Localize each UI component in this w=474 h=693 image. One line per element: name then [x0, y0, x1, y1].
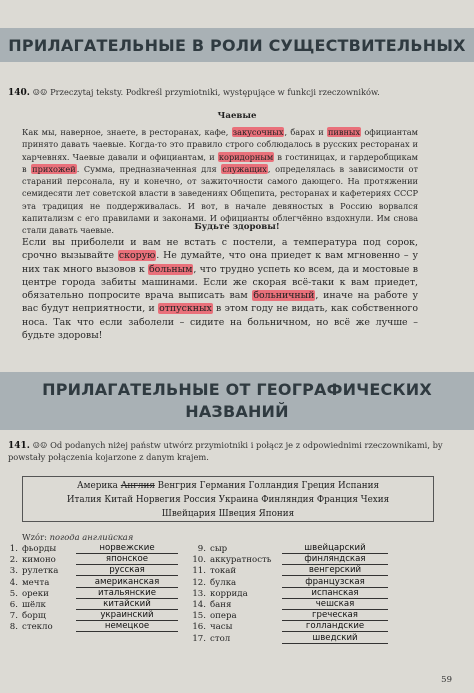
answer-adjective: немецкое: [76, 621, 178, 632]
highlighted-word: отпускных: [159, 303, 212, 315]
noun-word: булка: [210, 577, 237, 588]
highlighted-word: больным: [149, 263, 193, 275]
highlighted-word: пивных: [327, 127, 361, 137]
noun-word: опера: [210, 611, 237, 622]
paragraph: [22, 126, 418, 237]
noun-word: борщ: [22, 611, 46, 622]
country-text: Венгрия Германия Голландия Греция Испания: [154, 481, 380, 491]
text-run: , барах и: [284, 127, 327, 137]
item-number: 15.: [192, 611, 206, 622]
noun-word: сыр: [210, 544, 228, 554]
text-run: . Не думайте, что она приедет к вам мгновенно – у них так много вызовов к: [22, 250, 418, 275]
highlighted-word: закусочных: [232, 127, 284, 137]
instruction-text: ☺☺ Od podanych niżej państw utwórz przymiotniki i połącz je z odpowiednimi rzeczownikami, by powstały połączenia kojarzone z danym krajem.: [8, 440, 443, 462]
text-run: в этом году не видать, как собственного носа. Так что если заболели – сидите на больничном, но всё же лучше – будьте здоровы!: [22, 303, 418, 342]
section-title: [42, 379, 432, 423]
item-number: 12.: [192, 577, 206, 588]
item-number: 8.: [9, 622, 18, 633]
noun-word: мечта: [22, 577, 50, 588]
example-label: Wzór:: [22, 532, 50, 542]
paragraph: [22, 236, 418, 342]
highlighted-word: служащих: [222, 163, 267, 174]
answers-left-column: [4, 544, 204, 634]
noun-word: стекло: [22, 622, 53, 633]
answer-adjective: голландские: [282, 621, 388, 632]
noun-word: аккуратность: [210, 555, 272, 566]
noun-word: баня: [210, 599, 232, 610]
text-run: , определялась в зависимости от стараний персонала, ну и конечно, от зажиточности самого дающего. На протяжении семидесяти лет советской власти в заведениях Общепита, ресторанах и кафетериях СССР эта традиция не поддерживалась. И вот, в начале девяностых в Россию ворвался капитализм с его правилами и законами. И официанты облегчённо вздохнули. Им снова стали давать чаевые.: [22, 163, 418, 236]
text-run: , иначе на работе у вас будут неприятности, и: [22, 290, 418, 315]
answer-adjective: чешская: [282, 599, 388, 610]
country-line: [23, 479, 433, 493]
answer-adjective: норвежские: [76, 543, 178, 554]
answer-row: [4, 622, 204, 633]
highlighted-word: прихожей: [32, 163, 76, 174]
answer-adjective: венгерский: [282, 565, 388, 576]
reading-text-2: [22, 236, 418, 342]
item-number: 17.: [192, 633, 206, 644]
item-number: 4.: [9, 577, 18, 588]
answer-adjective: американская: [76, 577, 178, 588]
exercise-141-instruction: [8, 440, 448, 463]
section-title: ПРИЛАГАТЕЛЬНЫЕ В РОЛИ СУЩЕСТВИТЕЛЬНЫХ: [8, 35, 466, 55]
highlighted-word: коридорным: [218, 151, 274, 162]
example-line: [22, 532, 133, 542]
item-number: 16.: [192, 622, 206, 633]
text-run: официантам принято давать чаевые. Когда-то это правило строго соблюдалось в русских ресторанах и харчевнях. Чаевые давали и официантам, и: [22, 127, 419, 162]
answer-adjective: шведский: [282, 633, 388, 644]
answer-adjective: украинский: [76, 610, 178, 621]
text-run: Как мы, наверное, знаете, в ресторанах, кафе,: [22, 127, 232, 137]
section-title-line: ПРИЛАГАТЕЛЬНЫЕ ОТ ГЕОГРАФИЧЕСКИХ: [42, 380, 432, 399]
noun-word: кимоно: [22, 555, 56, 566]
noun-word: рулетка: [22, 566, 59, 577]
country-crossed: Англия: [120, 481, 155, 491]
exercise-140-instruction: [8, 87, 380, 99]
answer-adjective: японское: [76, 554, 178, 565]
country-list-box: [22, 476, 434, 522]
text-run: , что трудно успеть ко всем, да и мостовые в центре города забиты машинами. Если же скорая всё-таки к вам приедет, обязательно попросите врача выписать вам: [22, 263, 418, 302]
answer-adjective: русская: [76, 565, 178, 576]
noun-word: ореки: [22, 588, 49, 599]
answers-right-column: [192, 544, 402, 645]
noun-word: стол: [210, 633, 231, 644]
answer-adjective: греческая: [282, 610, 388, 621]
noun-word: токай: [210, 566, 237, 577]
country-text: Америка: [76, 481, 121, 491]
item-number: 7.: [9, 611, 18, 622]
answer-adjective: испанская: [282, 588, 388, 599]
exercise-number: 141.: [8, 441, 30, 451]
item-number: 11.: [192, 566, 206, 577]
noun-word: фьорды: [22, 544, 57, 554]
text-title: Чаевые: [217, 111, 257, 121]
example-text: погода английская: [49, 532, 134, 542]
section-title-line: НАЗВАНИЙ: [185, 402, 289, 421]
instruction-text: ☺☺ Przeczytaj teksty. Podkreśl przymiotniki, występujące w funkcji rzeczowników.: [32, 87, 380, 97]
item-number: 9.: [197, 544, 206, 554]
answer-row: [192, 634, 402, 645]
country-line: Швейцария Швеция Япония: [161, 509, 295, 519]
noun-word: часы: [210, 622, 233, 633]
noun-word: коррида: [210, 588, 248, 599]
reading-text-1: [22, 126, 418, 237]
answer-adjective: французская: [282, 577, 388, 588]
answer-adjective: китайский: [76, 599, 178, 610]
answer-adjective: итальянские: [76, 588, 178, 599]
highlighted-word: скорую: [118, 250, 156, 262]
text-run: Если вы приболели и вам не встать с постели, а температура под сорок, срочно вызывайте: [22, 237, 418, 262]
answer-adjective: финляндская: [282, 554, 388, 565]
exercise-number: 140.: [8, 88, 30, 98]
country-line: Италия Китай Норвегия Россия Украина Финляндия Франция Чехия: [66, 495, 390, 505]
item-number: 5.: [9, 588, 18, 599]
page-number: 59: [441, 675, 452, 685]
highlighted-word: больничный: [253, 290, 315, 302]
answer-adjective: швейцарский: [282, 543, 388, 554]
section-header: [0, 372, 474, 430]
text-run: в гостиницах, и гардеробщикам в: [22, 151, 418, 174]
noun-word: шёлк: [22, 599, 46, 610]
text-title: Будьте здоровы!: [194, 222, 280, 232]
item-number: 2.: [9, 555, 18, 566]
item-number: 6.: [9, 599, 18, 610]
item-number: 3.: [9, 566, 18, 577]
item-number: 1.: [9, 544, 18, 554]
section-header: [0, 28, 474, 62]
item-number: 13.: [192, 588, 206, 599]
text-run: . Сумма, предназначенная для: [76, 163, 222, 174]
item-number: 14.: [192, 599, 206, 610]
item-number: 10.: [192, 555, 206, 566]
